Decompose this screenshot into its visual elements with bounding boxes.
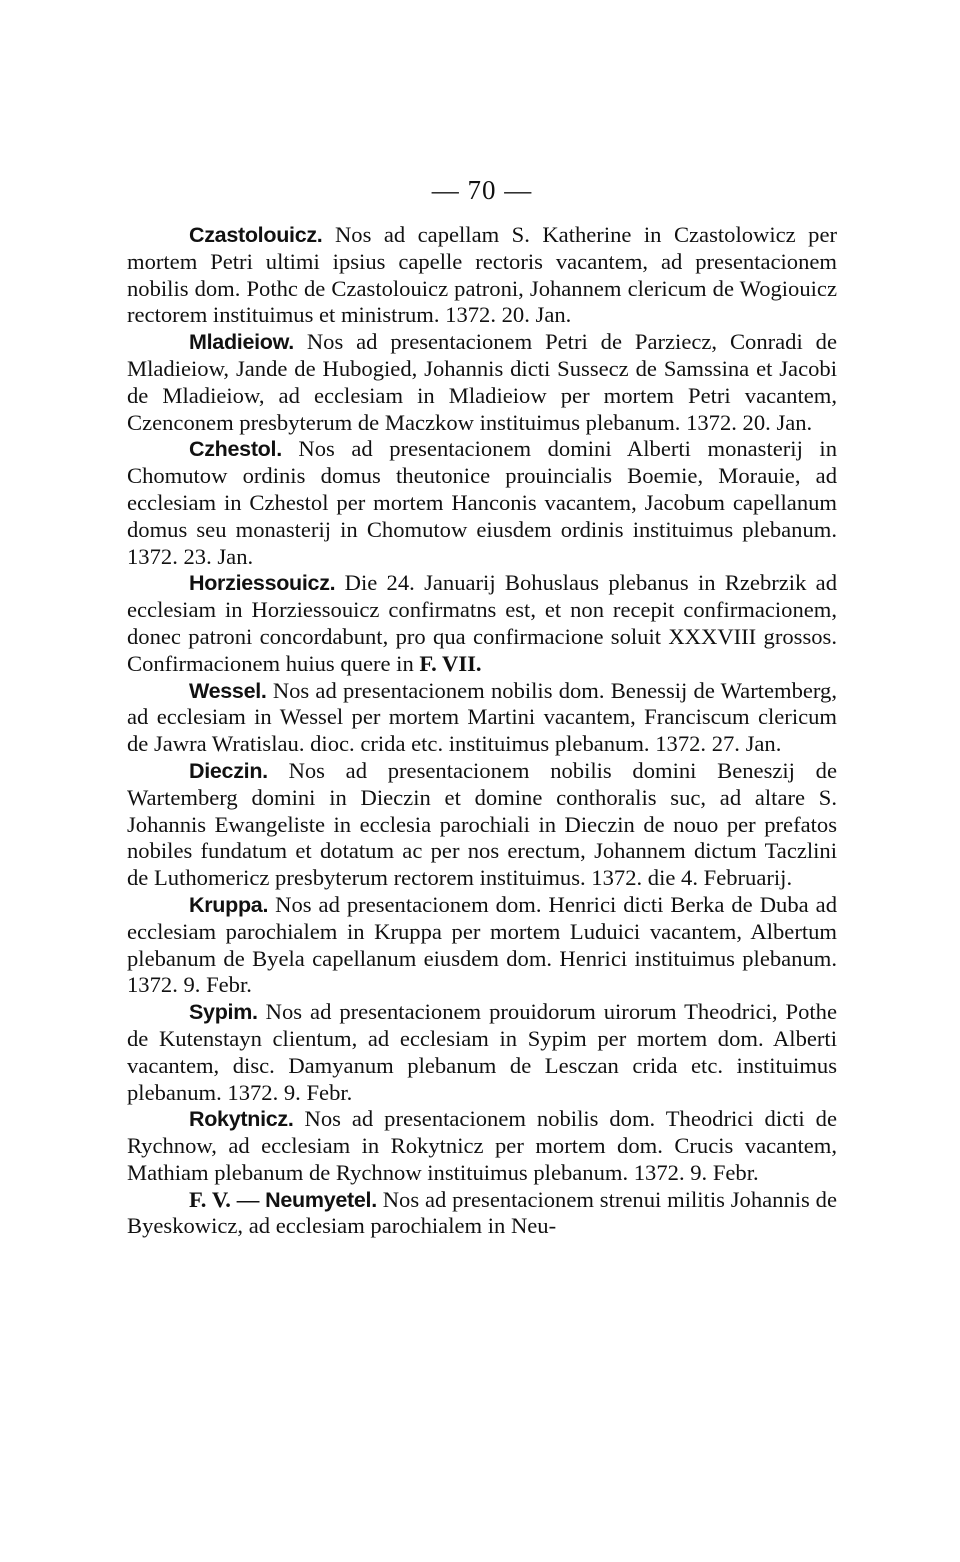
- place-name: Dieczin.: [189, 758, 268, 783]
- entry-horziessouicz: [127, 570, 837, 677]
- entry-text: Nos ad presentacionem dom. Henrici dicti Berka de Duba ad ecclesiam parochialem in Kruppa per mortem Luduici vacantem, Albertum plebanum de Byela capellanum eiusdem dom. Henrici instituimus plebanum. 1372. 9. Febr.: [127, 891, 837, 998]
- entry-text: Nos ad presentacionem nobilis domini Beneszij de Wartemberg domini in Dieczin et domine conthoralis suc, ad altare S. Johannis Ewangeliste in ecclesia parochiali in Dieczin de nouo per prefatos nobiles fundatum et dotatum ac per nos erectum, Johannem dictum Taczlini de Luthomericz presbyterum rectorem instituimus. 1372. die 4. Februarij.: [127, 757, 837, 891]
- page-number: — 70 —: [431, 175, 533, 205]
- entry-text: Nos ad presentacionem nobilis dom. Theodrici dicti de Rychnow, ad ecclesiam in Rokytnicz per mortem dom. Crucis vacantem, Mathiam plebanum de Rychnow instituimus plebanum. 1372. 9. Febr.: [127, 1106, 837, 1185]
- place-name: Horziessouicz.: [189, 571, 336, 596]
- place-name: Rokytnicz.: [189, 1107, 294, 1132]
- entry-dieczin: [127, 758, 837, 892]
- entry-czhestol: [127, 436, 837, 570]
- place-name: Kruppa.: [189, 892, 269, 917]
- entry-text: Nos ad capellam S. Katherine in Czastolowicz per mortem Petri ultimi ipsius capelle rectoris vacantem, ad presentacionem nobilis dom. Pothc de Czastolouicz patroni, Johannem clericum de Wogiouicz rectorem instituimus et ministrum. 1372. 20. Jan.: [127, 222, 837, 328]
- place-name: Czhestol.: [189, 437, 282, 462]
- entry-text: Nos ad presentacionem nobilis dom. Benessij de Wartemberg, ad ecclesiam in Wessel per mortem Martini vacantem, Franciscum clericum de Jawra Wratislau. dioc. crida etc. instituimus plebanum. 1372. 27. Jan.: [127, 677, 837, 757]
- place-name: Sypim.: [189, 1000, 258, 1025]
- cross-reference: F. VII.: [419, 650, 482, 676]
- entry-text: Nos ad presentacionem domini Alberti monasterij in Chomutow ordinis domus theutonice prouincialis Boemie, Morauie, ad ecclesiam in Czhestol per mortem Hanconis vacantem, Jacobum capellanum domus seu monasterij in Chomutow eiusdem ordinis instituimus plebanum. 1372. 23. Jan.: [127, 436, 837, 569]
- entry-text: Nos ad presentacionem Petri de Parziecz, Conradi de Mladieiow, Jande de Hubogied, Johannis dicti Sussecz de Samssina et Jacobi de Mladieiow, ad ecclesiam in Mladieiow per mortem Petri vacantem, Czenconem presbyterum de Maczkow instituimus plebanum. 1372. 20. Jan.: [127, 329, 837, 435]
- place-name: Wessel.: [189, 678, 267, 703]
- entry-rokytnicz: [127, 1106, 837, 1186]
- entry-mladieiow: [127, 329, 837, 436]
- section-reference: F. V. —: [189, 1186, 266, 1212]
- entry-wessel: [127, 678, 837, 758]
- entry-kruppa: [127, 892, 837, 999]
- entry-neumyetel: [127, 1187, 837, 1241]
- entry-text: Nos ad presentacionem prouidorum uirorum Theodrici, Pothe de Kutenstayn clientum, ad ecclesiam in Sypim per mortem dom. Alberti vacantem, disc. Damyanum plebanum de Lesczan crida etc. instituimus plebanum. 1372. 9. Febr.: [127, 999, 837, 1105]
- place-name: Mladieiow.: [189, 330, 294, 355]
- place-name: Neumyetel.: [265, 1187, 377, 1212]
- page: [127, 170, 837, 1240]
- entry-sypim: [127, 999, 837, 1106]
- entry-czastolouicz: [127, 222, 837, 329]
- place-name: Czastolouicz.: [189, 223, 323, 247]
- entry-text: Nos ad presentacionem strenui militis Johannis de Byeskowicz, ad ecclesiam parochialem in Neu-: [127, 1186, 837, 1239]
- entry-text: Die 24. Januarij Bohuslaus plebanus in Rzebrzik ad ecclesiam in Horziessouicz confirmatns est, et non recepit confirmacionem, donec patroni concordabunt, pro qua confirmacione soluit XXXVIII grossos. Confirmacionem huius quere in: [127, 570, 837, 676]
